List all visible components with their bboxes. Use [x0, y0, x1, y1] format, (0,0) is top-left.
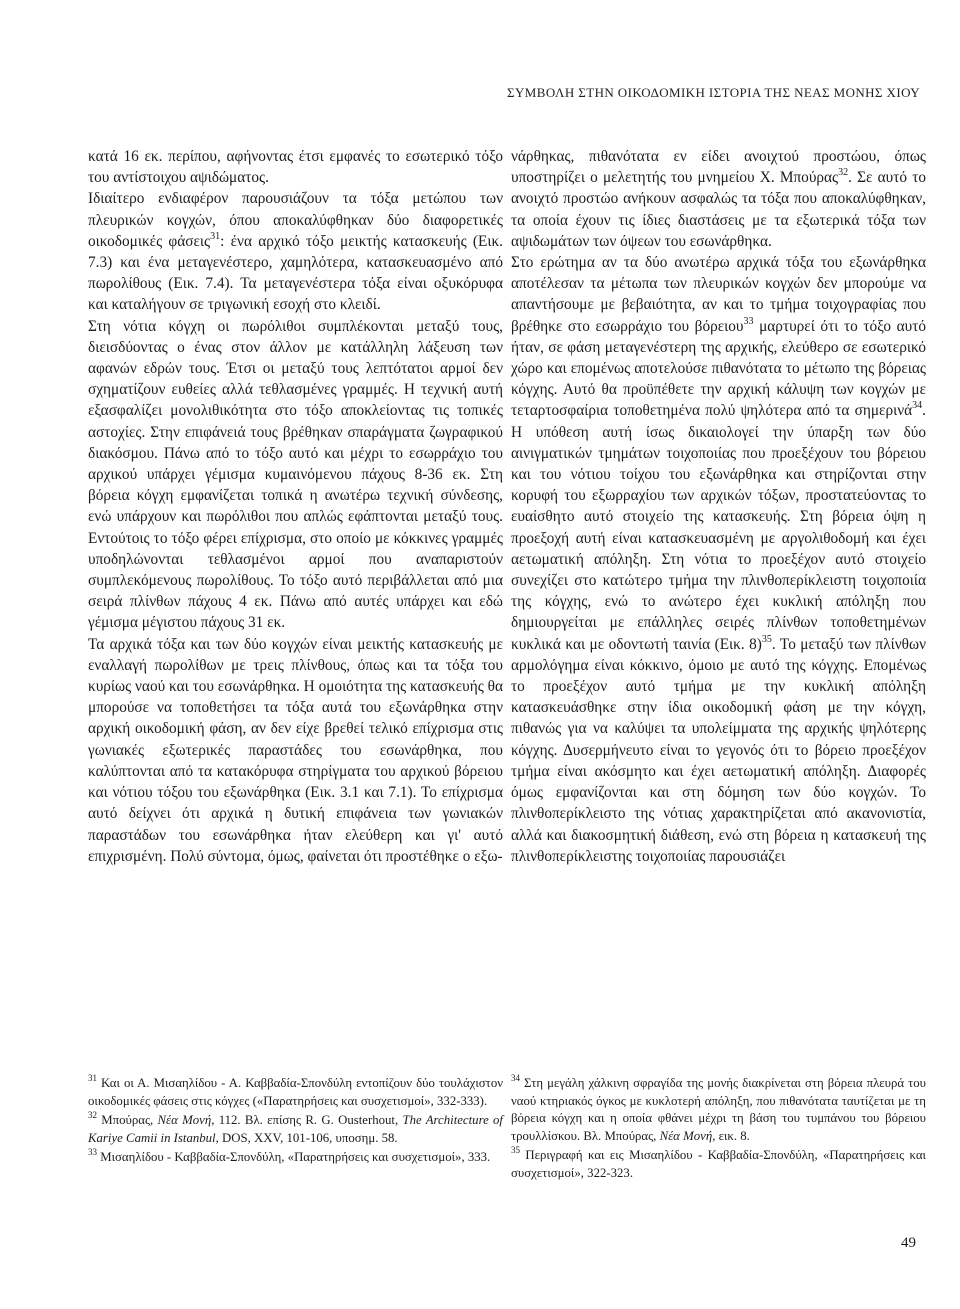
footnote: $^{35}$ Περιγραφή και εις Μισαηλίδου - Καββαδία-Σπονδύλη, «Παρατηρήσεις και συσχετισμοί», 322-323. — [511, 1145, 926, 1180]
right-column — [511, 146, 926, 867]
footnote: $^{31}$ Και οι Α. Μισαηλίδου - Α. Καββαδία-Σπονδύλη εντοπίζουν δύο τουλάχιστον οικοδομικές φάσεις στις κόγχες («Παρατηρήσεις και συσχετισμοί», 332-333). — [88, 1072, 503, 1108]
paragraph: Ιδιαίτερο ενδιαφέρον παρουσιάζουν τα τόξα μετώπου των πλευρικών κογχών, όπου αποκαλύφθηκαν δύο διαφορετικές οικοδομικές φάσεις$^{31}$: ένα αρχικό τόξο μεικτής κατασκευής (Εικ. 7.3) και ένα μεταγενέστερο, χαμηλότερα, κατασκευασμένο από πωρολίθους (Εικ. 7.4). Τα μεταγενέστερα τόξα είναι οξυκόρυφα και καταλήγουν σε τριγωνική εσοχή στο κλειδί. — [88, 190, 503, 314]
footnote: $^{33}$ Μισαηλίδου - Καββαδία-Σπονδύλη, «Παρατηρήσεις και συσχετισμοί», 333. — [88, 1147, 491, 1165]
footnote-ref[interactable]: 35 — [761, 633, 772, 645]
footnotes-left — [88, 1072, 503, 1169]
footnote: $^{32}$ Μπούρας, Νέα Μονή, 112. Βλ. επίσης R. G. Ousterhout, The Architecture of Kariye Camii in Istanbul, DOS, XXV, 101-106, υποσημ. 58. — [88, 1109, 503, 1145]
footnote-ref[interactable]: 31 — [210, 230, 221, 242]
footnote-ref[interactable]: 33 — [743, 315, 754, 327]
running-head: ΣΥΜΒΟΛΗ ΣΤΗΝ ΟΙΚΟΔΟΜΙΚΗ ΙΣΤΟΡΙΑ ΤΗΣ ΝΕΑΣ ΜΟΝΗΣ ΧΙΟΥ — [507, 85, 920, 100]
footnote-ref[interactable]: 34 — [912, 400, 923, 412]
footnote: $^{34}$ Στη μεγάλη χάλκινη σφραγίδα της μονής διακρίνεται στη βόρεια πλευρά του ναού κτηριακός όγκος με κυκλοτερή απόληξη, που πιθανότατα ταυτίζεται με τη βόρεια κόγχη και η οποία φθάνει μέχρι τη βάση του τυμπάνου του βόρειου τρουλλίσκου. Βλ. Μπούρας, Νέα Μονή, εικ. 8. — [511, 1072, 926, 1143]
paragraph: κατά 16 εκ. περίπου, αφήνοντας έτσι εμφανές το εσωτερικό τόξο του αντίστοιχου αψιδώματος. — [88, 148, 503, 187]
page-number: 49 — [901, 1235, 916, 1251]
left-column — [88, 146, 503, 867]
paragraph: Στο ερώτημα αν τα δύο ανωτέρω αρχικά τόξα του εξωνάρθηκα αποτέλεσαν τα μέτωπα των πλευρικών κογχών δεν μπορούμε να απαντήσουμε με βεβαιότητα, αν και το τμήμα τοιχογραφίας που βρέθηκε στο εσωρράχιο του βόρειου$^{33}$ μαρτυρεί ότι το τόξο αυτό ήταν, σε φάση μεταγενέστερη της αρχικής, ελεύθερο σε εσωτερικό χώρο και επομένως αποτελούσε πιθανότατα το μέτωπο της βόρειας κόγχης. Αυτό θα προϋπέθετε την αρχική κάλυψη των κογχών με τεταρτοσφαίρια τοποθετημένα πολύ ψηλότερα από τα σημερινά$^{34}$. Η υπόθεση αυτή ίσως δικαιολογεί την ύπαρξη των δύο αινιγματικών τμημάτων τοιχοποιίας που προεξέχουν του βόρειου και του νότιου τοίχου του εξωνάρθηκα και στηρίζονται στην κορυφή του εξωρραχίου των αρχικών τόξων, προστατεύοντας το ευαίσθητο αυτό στοιχείο της κατασκευής. Στη βόρεια όψη η προεξοχή αυτή είναι κατασκευασμένη με αργολιθοδομή και έχει αετωματική απόληξη. Στη νότια το προεξέχον αυτό στοιχείο συνεχίζει στο κατώτερο τμήμα την πλινθοπερίκλειστη τοιχοποιία της κόγχης, ενώ το ανώτερο έχει κυκλική απόληξη που δημιουργείται με επάλληλες σειρές πλίνθων τοποθετημένων κυκλικά και με οδοντωτή ταινία (Εικ. 8)$^{35}$. Το μεταξύ των πλίνθων αρμολόγημα είναι κόκκινο, όμοιο με αυτό της κόγχης. Επομένως το προεξέχον αυτό τμήμα με την κυκλική απόληξη κατασκευάσθηκε στην ίδια οικοδομική φάση με την κόγχη, πιθανώς για να καλύψει τα υπολείμματα της αρχικής ψηλότερης κόγχης. Δυσερμήνευτο είναι το γεγονός ότι το βόρειο προεξέχον τμήμα είναι ακόσμητο και έχει αετωματική απόληξη. Διαφορές όμως εμφανίζονται και στη δόμηση των δύο κογχών. Το πλινθοπερίκλειστο της νότιας χαρακτηρίζεται από ακανονιστία, αλλά και διακοσμητική διάθεση, ενώ στη βόρεια η κατασκευή της πλινθοπερίκλειστης τοιχοποιίας παρουσιάζει — [511, 254, 927, 865]
paragraph: Στη νότια κόγχη οι πωρόλιθοι συμπλέκονται μεταξύ τους, διεισδύοντας ο ένας στον άλλον με κατάλληλη λάξευση των αφανών εδρών τους. Έτσι οι μεταξύ τους λεπτότατοι αρμοί δεν σχηματίζουν ευθείες αλλά τεθλασμένες γραμμές. Η τεχνική αυτή εξασφαλίζει μονολιθικότητα στο τόξο αποκλείοντας τις τοπικές αστοχίες. Στην επιφάνειά τους βρέθηκαν σπαράγματα ζωγραφικού διακόσμου. Πάνω από το τόξο αυτό και μέχρι το εσωρράχιο του αρχικού υπάρχει γέμισμα κυμαινόμενου πάχους 8-36 εκ. Στη βόρεια κόγχη εμφανίζεται τοπικά η ανωτέρω τεχνική σύνδεσης, ενώ υπάρχουν και πωρόλιθοι που απλώς εφάπτονται μεταξύ τους. Εντούτοις το τόξο φέρει επίχρισμα, στο οποίο με κόκκινες γραμμές υποδηλώνονται τεθλασμένοι αρμοί που αναπαριστούν συμπλεκόμενους πωρολίθους. Το τόξο αυτό περιβάλλεται από μια σειρά πλίνθων πάχους 4 εκ. Πάνω από αυτές υπάρχει και εδώ γέμισμα μέγιστου πάχους 31 εκ. — [88, 317, 503, 632]
footnotes-right — [511, 1072, 926, 1185]
footnote-ref[interactable]: 32 — [838, 167, 849, 179]
paragraph: νάρθηκας, πιθανότατα εν είδει ανοιχτού προστώου, όπως υποστηρίζει ο μελετητής του μνημείου Χ. Μπούρας$^{32}$. Σε αυτό το ανοιχτό προστώο ανήκουν ασφαλώς τα τόξα που αποκαλύφθηκαν, τα οποία έχουν τις ίδιες διαστάσεις με τα εξωτερικά τόξα των αψιδωμάτων των όψεων του εσωνάρθηκα. — [511, 148, 926, 250]
paragraph: Τα αρχικά τόξα και των δύο κογχών είναι μεικτής κατασκευής με εναλλαγή πωρολίθων με τρεις πλίνθους, όπως και τα τόξα του κυρίως ναού και του εσωνάρθηκα. Η ομοιότητα της κατασκευής θα μπορούσε να τοποθετήσει τα τόξα αυτά του εξωνάρθηκα στην αρχική οικοδομική φάση, αν δεν είχε βρεθεί τελικό επίχρισμα στις γωνιακές εξωτερικές παραστάδες του εσωνάρθηκα, που καλύπτονται από τα κατακόρυφα στηρίγματα του αρχικού βόρειου και νότιου τόξου του εξωνάρθηκα (Εικ. 3.1 και 7.1). Το επίχρισμα αυτό δείχνει ότι αρχικά η δυτική επιφάνεια των γωνιακών παραστάδων του εσωνάρθηκα ήταν ελεύθερη και γι' αυτό επιχρισμένη. Πολύ σύντομα, όμως, φαίνεται ότι προστέθηκε ο εξω- — [88, 635, 503, 865]
